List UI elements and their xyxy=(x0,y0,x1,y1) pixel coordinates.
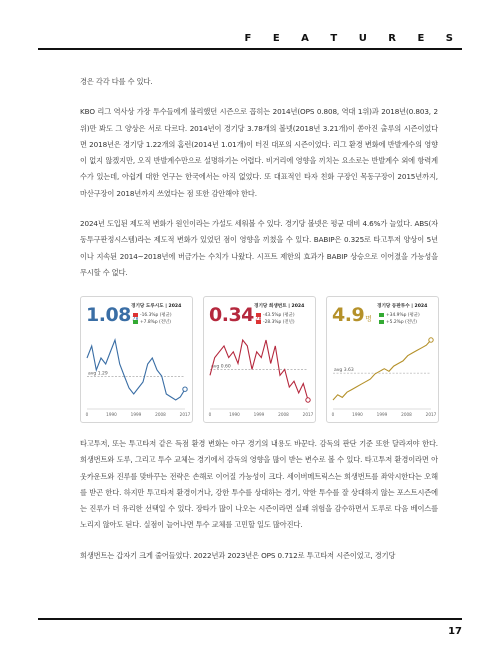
paragraph: 희생번트는 갑자기 크게 줄어들었다. 2022년과 2023년은 OPS 0.712로 투고타저 시즌이었고, 경기당 xyxy=(80,550,396,560)
chart-title: 경기당 희생번트 | 2024 xyxy=(254,304,305,309)
page-number: 17 xyxy=(448,626,462,637)
x-tick-label: 2017 xyxy=(425,412,437,417)
series-line xyxy=(87,340,185,400)
x-tick-label: 1990 xyxy=(229,412,240,417)
latest-point xyxy=(306,398,310,402)
paragraph: 타고투저, 또는 투고타저 같은 득점 환경 변화는 야구 경기의 내용도 바꾼다. 감독의 판단 기준 또한 달라져야 한다. 희생번트와 도루, 그리고 투수 교체는 경기에서 감독의 영향을 많이 받는 변수로 볼 수 있다. 타고투저 환경이라면 아웃카운트와 진루를 맞바꾸는 전략은 손해로 이어질 가능성이 크다. 세이버메트릭스는 희생번트를 좌악시한다는 오해를 받곤 한다. 하지만 투고타저 환경이거나, 강한 투수를 상대하는 경기, 약한 투수를 잘 상대하지 않는 포스트시즌에는 진루가 더 유리한 선택일 수 있다. 장타가 많이 나오는 시즌이라면 실패 위험을 감수하면서 도루로 다음 베이스를 노리지 않아도 된다. 실점이 늘어나면 투수 교체를 고민할 일도 많아진다. xyxy=(80,439,438,530)
big-number: 0.34 xyxy=(209,304,254,326)
big-number: 4.9 xyxy=(332,304,365,326)
chart-title: 경기당 등판투수 | 2024 xyxy=(377,304,428,309)
chart-panel-pitchers-used xyxy=(326,296,439,423)
x-tick-label: 1990 xyxy=(352,412,363,417)
x-tick-label: 2017 xyxy=(302,412,314,417)
legend-text: -16.3%p (평균) xyxy=(140,313,172,318)
x-tick-label: 1999 xyxy=(376,412,388,417)
legend-text: +5.2%p (전년) xyxy=(386,320,417,325)
section-label: F E A T U R E S xyxy=(244,33,462,44)
chart-row xyxy=(80,296,438,424)
latest-point xyxy=(183,387,187,391)
x-tick-label: 2008 xyxy=(278,412,289,417)
page-header xyxy=(0,0,500,52)
x-tick-label: 1999 xyxy=(253,412,265,417)
header-rule xyxy=(38,48,462,50)
paragraph: KBO 리그 역사상 가장 투수들에게 불리했던 시즌으로 꼽히는 2014년(OPS 0.808, 역대 1위)과 2018년(0.803, 2위)만 봐도 그 양상은 서로 다르다. 2014년이 경기당 3.78개의 볼넷(2018년 3.21개)이 쏟아진 출루의 시즌이었다면 2018년은 경기당 1.22개의 홈런(2014년 1.01개)이 터진 대포의 시즌이었다. 리그 환경 변화에 반발계수의 영향이 없지 않겠지만, 오직 반발계수만으로 설명하기는 어렵다. 비거리에 영향을 끼치는 요소로는 반발계수 외에 항력계수가 있는데, 아쉽게 대한 연구는 한국에서는 아직 없었다. 또 대표적인 타자 친화 구장인 목동구장이 2015년까지, 마산구장이 2018년까지 쓰였다는 점 또한 감안해야 한다. xyxy=(80,107,438,198)
average-label: avg 0.60 xyxy=(211,364,231,370)
x-tick-label: 1999 xyxy=(130,412,142,417)
paragraph: 경은 각각 다를 수 있다. xyxy=(80,77,153,86)
x-tick-label: 2008 xyxy=(401,412,412,417)
x-tick-label: 1990 xyxy=(106,412,117,417)
chart-panel-sacrifice-bunts xyxy=(203,296,316,423)
article-body-top xyxy=(80,74,438,295)
legend-text: +34.9%p (평균) xyxy=(386,313,420,318)
x-tick-label: 0 xyxy=(331,412,335,417)
chart-panel-stolen-base-attempts xyxy=(80,296,193,423)
article-body-bottom xyxy=(80,436,438,578)
x-tick-label: 2017 xyxy=(179,412,191,417)
series-line xyxy=(210,340,308,400)
line-chart xyxy=(81,297,192,422)
x-tick-label: 2008 xyxy=(155,412,166,417)
average-label: avg 3.63 xyxy=(334,368,354,374)
legend-text: -28.3%p (전년) xyxy=(263,320,295,325)
line-chart xyxy=(204,297,315,422)
big-unit: 명 xyxy=(365,315,372,323)
x-tick-label: 0 xyxy=(85,412,89,417)
chart-title: 경기당 도루시도 | 2024 xyxy=(131,304,182,309)
legend-text: -43.5%p (평균) xyxy=(263,313,295,318)
paragraph: 2024년 도입된 제도적 변화가 원인이라는 가설도 세워볼 수 있다. 경기당 볼넷은 평균 대비 4.6%가 늘었다. ABS(자동투구판정시스템)라는 제도적 변화가 있었던 점이 영향을 끼쳤을 수 있다. BABIP은 0.325로 타고투저 양상이 5년이나 지속된 2014~2018년에 버금가는 수치가 나왔다. 시프트 제한의 효과가 BABIP 상승으로 이어졌을 가능성을 무시할 수 없다. xyxy=(80,219,438,277)
line-chart xyxy=(327,297,438,422)
latest-point xyxy=(429,338,433,342)
big-number: 1.08 xyxy=(86,304,131,326)
legend-text: +7.8%p (전년) xyxy=(140,320,171,325)
x-tick-label: 0 xyxy=(208,412,212,417)
footer-rule xyxy=(38,618,462,620)
average-label: avg 1.29 xyxy=(88,371,108,377)
